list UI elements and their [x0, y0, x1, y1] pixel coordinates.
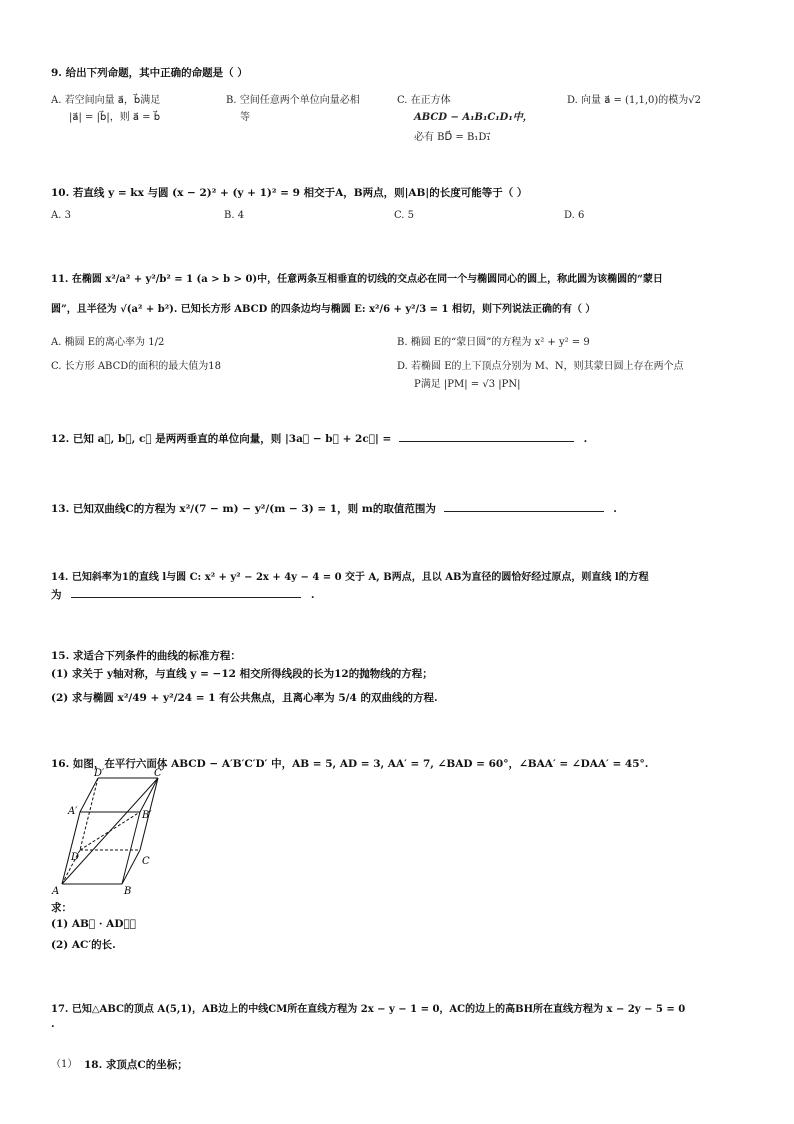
q15-stem: 15. 求适合下列条件的曲线的标准方程：: [51, 650, 241, 662]
label-d: D: [71, 852, 80, 863]
q9-option-c-line3: 必有 BD⃗ = B₁D₁⃗: [414, 132, 491, 143]
edge-a1-a: [62, 812, 80, 884]
q11-line1: 11. 在椭圆 x²/a² + y²/b² = 1 (a > b > 0)中，任意两条互相垂直的切线的交点必在同一个与椭圆同心的圆上，称此圆为该椭圆的“蒙日: [51, 274, 663, 285]
q18-stem: 18. 求顶点C的坐标；: [84, 1059, 188, 1071]
q13-end: .: [613, 503, 617, 515]
label-a: A: [52, 886, 60, 897]
q11-option-d-line1: D. 若椭圆 E的上下顶点分别为 M、N，则其蒙日圆上存在两个点: [397, 361, 684, 372]
label-d1: D′: [94, 768, 105, 779]
q15-part1: (1) 求关于 y轴对称，与直线 y = −12 相交所得线段的长为12的抛物线的方程；: [51, 668, 433, 680]
edge-d1-d: [80, 778, 98, 850]
q14-answer-blank[interactable]: [71, 586, 301, 598]
q9-option-a-line2: |a⃗| = |b⃗|，则 a⃗ = b⃗: [69, 112, 161, 123]
parallelepiped-figure: [50, 768, 170, 898]
q14-line2-text: 为: [51, 589, 62, 601]
label-a1: A′: [68, 806, 78, 817]
label-c1: C′: [154, 768, 164, 779]
diagonal-d-b1: [80, 812, 140, 850]
q10-option-c: C. 5: [394, 210, 415, 221]
q12-stem: [51, 430, 587, 446]
q14-line2: [51, 586, 314, 602]
q11-option-c: C. 长方形 ABCD的面积的最大值为18: [51, 361, 221, 372]
q17-stem: 17. 已知△ABC的顶点 A(5,1)，AB边上的中线CM所在直线方程为 2x − y − 1 = 0，AC的边上的高BH所在直线方程为 x − 2y − 5 = 0: [51, 1004, 686, 1015]
q13-stem-text: 13. 已知双曲线C的方程为 x²/(7 − m) − y²/(m − 3) = 1，则 m的取值范围为: [51, 503, 436, 515]
q16-ask: 求：: [51, 902, 72, 914]
q13-answer-blank[interactable]: [444, 500, 604, 512]
q10-option-b: B. 4: [224, 210, 245, 221]
q13-stem: [51, 500, 617, 516]
label-c: C: [142, 856, 150, 867]
q9-option-c-line1: C. 在正方体: [397, 95, 451, 106]
q12-stem-text: 12. 已知 a⃗, b⃗, c⃗ 是两两垂直的单位向量，则 |3a⃗ − b⃗ + 2c⃗| =: [51, 433, 392, 445]
q9-stem: 9. 给出下列命题，其中正确的命题是（ ）: [51, 67, 248, 79]
q16-part2: (2) AC′的长.: [51, 939, 116, 951]
q17-dot: .: [51, 1018, 55, 1030]
q9-option-d: D. 向量 a⃗ = (1,1,0)的模为√2: [567, 95, 702, 106]
q16-stem: 16. 如图，在平行六面体 ABCD − A′B′C′D′ 中，AB = 5, AD = 3, AA′ = 7, ∠BAD = 60°，∠BAA′ = ∠DAA′ = 45°.: [51, 758, 649, 770]
q14-end: .: [310, 589, 315, 601]
q11-option-a: A. 椭圆 E的离心率为 1/2: [51, 337, 165, 348]
q9-option-b-line1: B. 空间任意两个单位向量必相: [226, 95, 360, 106]
label-b: B: [124, 886, 132, 897]
q10-stem: 10. 若直线 y = kx 与圆 (x − 2)² + (y + 1)² = 9 相交于A，B两点，则|AB|的长度可能等于（ ）: [51, 187, 528, 199]
edge-b1-b: [122, 812, 140, 884]
q10-option-d: D. 6: [564, 210, 585, 221]
q11-line2: 圆”，且半径为 √(a² + b²). 已知长方形 ABCD 的四条边均与椭圆 E: x²/6 + y²/3 = 1 相切，则下列说法正确的有（ ）: [51, 304, 596, 315]
label-b1: B′: [142, 810, 152, 821]
q11-option-b: B. 椭圆 E的“蒙日圆”的方程为 x² + y² = 9: [397, 337, 590, 348]
q16-part1: (1) AB⃗ · AD⃗；: [51, 918, 137, 930]
edge-d1-a1: [80, 778, 98, 812]
q14-line1: 14. 已知斜率为1的直线 l与圆 C: x² + y² − 2x + 4y − 4 = 0 交于 A, B两点，且以 AB为直径的圆恰好经过原点，则直线 l的方程: [51, 572, 649, 583]
q18-number: （1）: [51, 1059, 78, 1070]
q12-answer-blank[interactable]: [399, 430, 574, 442]
q9-option-b-line2: 等: [240, 112, 250, 123]
q9-option-a-line1: A. 若空间向量 a⃗，b⃗满足: [51, 95, 161, 106]
q9-option-c-line2: ABCD − A₁B₁C₁D₁中，: [414, 112, 533, 123]
q15-part2: (2) 求与椭圆 x²/49 + y²/24 = 1 有公共焦点，且离心率为 5/4 的双曲线的方程.: [51, 692, 438, 704]
q11-option-d-line2: P满足 |PM| = √3 |PN|: [414, 379, 521, 390]
edge-b-c: [122, 850, 140, 884]
q10-option-a: A. 3: [51, 210, 71, 221]
q12-end: .: [583, 433, 588, 445]
